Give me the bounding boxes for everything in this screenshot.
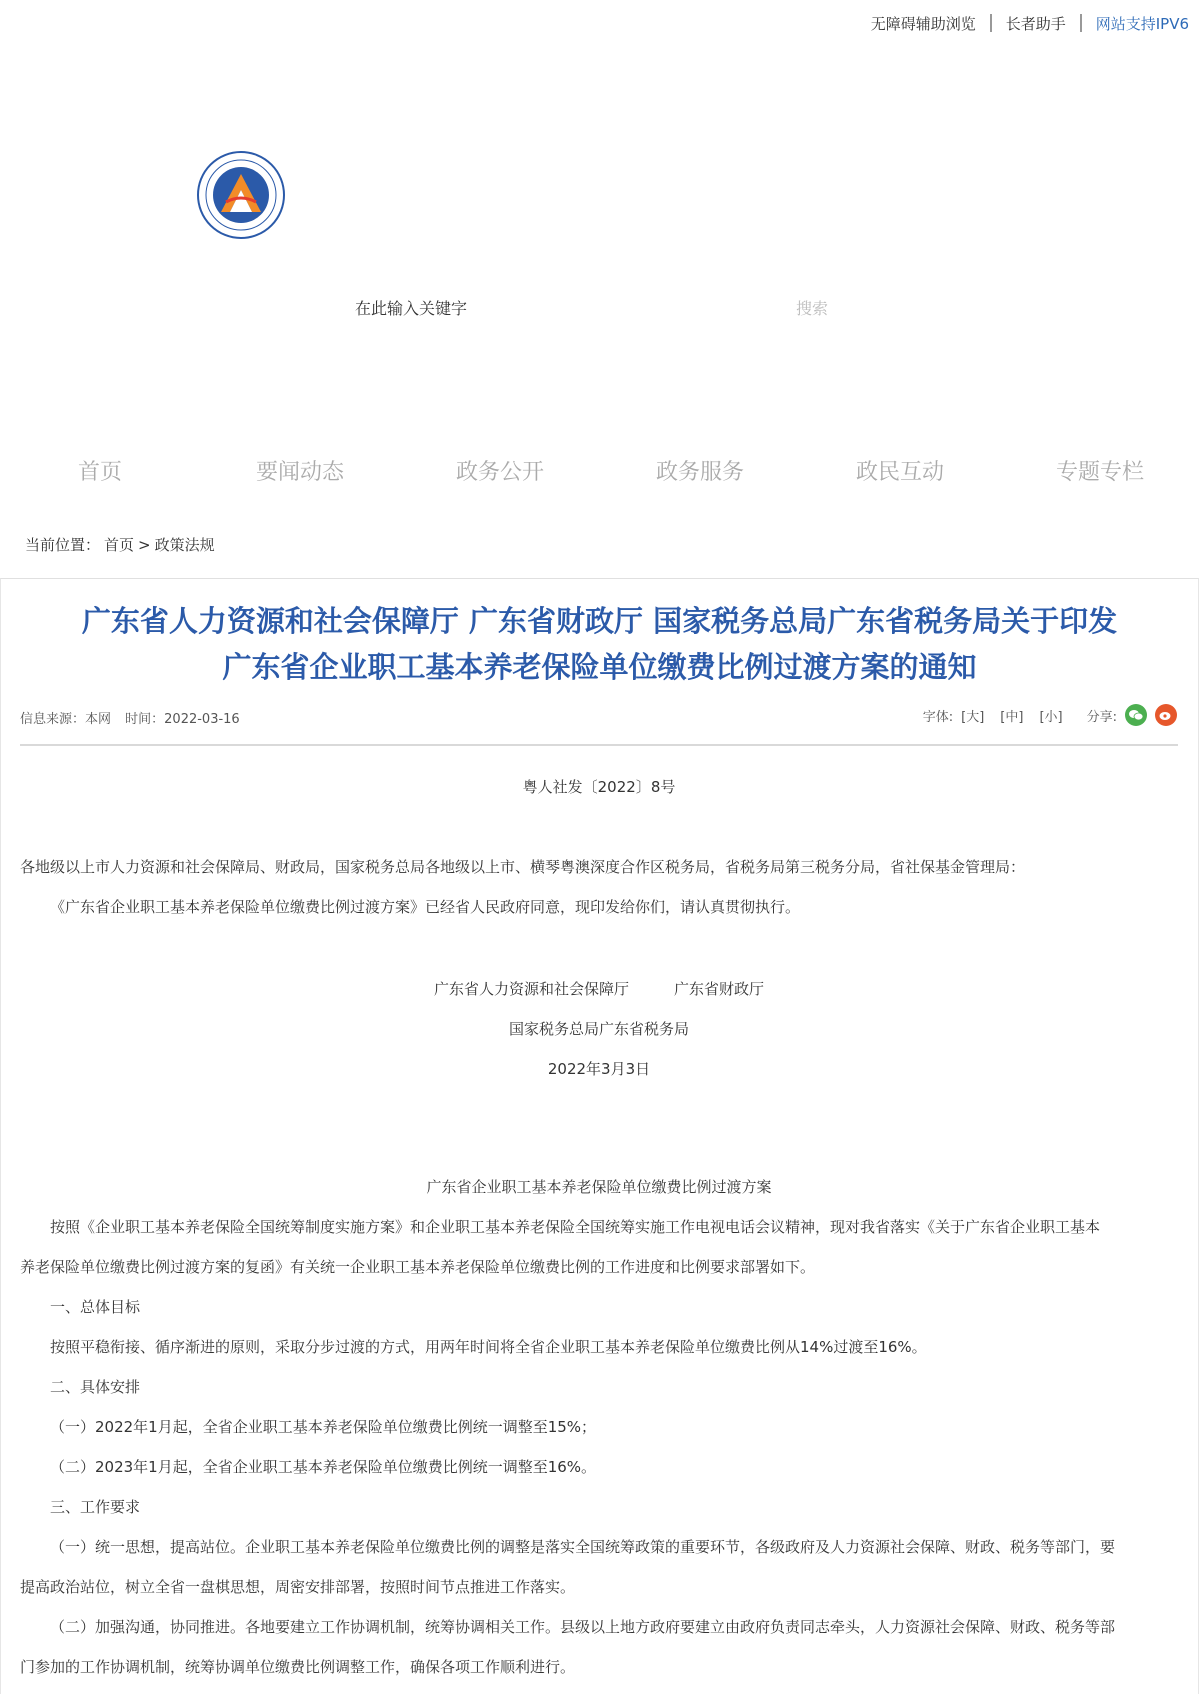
article-title-line2: 广东省企业职工基本养老保险单位缴费比例过渡方案的通知 — [222, 650, 977, 684]
plan-heading-3: 三、工作要求 — [50, 1498, 141, 1516]
wechat-icon[interactable] — [1125, 704, 1147, 726]
plan-para-1b: 养老保险单位缴费比例过渡方案的复函》有关统一企业职工基本养老保险单位缴费比例的工作进度和比例要求部署如下。 — [20, 1258, 816, 1276]
article-tools — [923, 704, 1177, 726]
font-size-label: 字体: — [922, 709, 954, 725]
font-medium-button[interactable]: [中] — [1000, 709, 1024, 725]
breadcrumb — [25, 534, 219, 555]
nav-home[interactable]: 首页 — [77, 460, 122, 485]
font-large-button[interactable]: [大] — [961, 709, 985, 725]
nav-news[interactable]: 要闻动态 — [255, 460, 344, 485]
ipv6-link[interactable]: 网站支持IPV6 — [1095, 14, 1189, 33]
search-input[interactable]: 在此输入关键字 — [355, 299, 468, 318]
font-small-button[interactable]: [小] — [1039, 709, 1063, 725]
plan-para-5b: 提高政治站位，树立全省一盘棋思想，周密安排部署，按照时间节点推进工作落实。 — [20, 1578, 576, 1596]
article-title-line1: 广东省人力资源和社会保障厅 广东省财政厅 国家税务总局广东省税务局关于印发 — [81, 604, 1118, 638]
title-divider — [20, 744, 1178, 746]
plan-para-5a: （一）统一思想，提高站位。企业职工基本养老保险单位缴费比例的调整是落实全国统筹政策的重要环节，各级政府及人力资源社会保障、财政、税务等部门，要 — [50, 1538, 1116, 1556]
site-logo[interactable] — [196, 150, 286, 240]
plan-para-1a: 按照《企业职工基本养老保险全国统筹制度实施方案》和企业职工基本养老保险全国统筹实施工作电视电话会议精神，现对我省落实《关于广东省企业职工基本 — [50, 1218, 1101, 1236]
nav-topics[interactable]: 专题专栏 — [1055, 460, 1144, 485]
plan-para-6a: （二）加强沟通，协同推进。各地要建立工作协调机制，统筹协调相关工作。县级以上地方政府要建立由政府负责同志牵头，人力资源社会保障、财政、税务等部 — [50, 1618, 1116, 1636]
plan-heading-1: 一、总体目标 — [50, 1298, 141, 1316]
nav-gov-affairs[interactable]: 政务公开 — [455, 460, 544, 485]
article-meta — [20, 708, 250, 727]
search-button[interactable]: 搜索 — [796, 299, 829, 318]
search-bar — [355, 296, 835, 322]
weibo-icon[interactable] — [1155, 704, 1177, 726]
accessibility-link[interactable]: 无障碍辅助浏览 — [870, 14, 976, 33]
plan-para-2: 按照平稳衔接、循序渐进的原则，采取分步过渡的方式，用两年时间将全省企业职工基本养老保险单位缴费比例从14%过渡至16%。 — [50, 1338, 927, 1356]
plan-title: 广东省企业职工基本养老保险单位缴费比例过渡方案 — [426, 1178, 772, 1196]
breadcrumb-current[interactable]: 政策法规 — [154, 536, 215, 554]
doc-number: 粤人社发〔2022〕8号 — [522, 778, 676, 796]
plan-para-4: （二）2023年1月起，全省企业职工基本养老保险单位缴费比例统一调整至16%。 — [50, 1458, 597, 1476]
nav-gov-services[interactable]: 政务服务 — [655, 460, 744, 485]
breadcrumb-home[interactable]: 首页 — [104, 536, 135, 554]
doc-signers-line2: 国家税务总局广东省税务局 — [508, 1020, 689, 1038]
main-nav — [0, 455, 1199, 495]
article-time: 时间：2022-03-16 — [125, 712, 240, 727]
emblem-icon — [196, 150, 286, 240]
elder-assistant-link[interactable]: 长者助手 — [1005, 14, 1066, 33]
nav-interaction[interactable]: 政民互动 — [855, 460, 944, 485]
divider — [1080, 14, 1082, 32]
share-label: 分享: — [1086, 709, 1117, 725]
plan-para-6b: 门参加的工作协调机制，统筹协调单位缴费比例调整工作，确保各项工作顺利进行。 — [20, 1658, 576, 1676]
doc-recipients: 各地级以上市人力资源和社会保障局、财政局，国家税务总局各地级以上市、横琴粤澳深度合作区税务局，省税务局第三税务分局，省社保基金管理局： — [20, 858, 1026, 876]
doc-intro: 《广东省企业职工基本养老保险单位缴费比例过渡方案》已经省人民政府同意，现印发给你们，请认真贯彻执行。 — [50, 898, 801, 916]
article-source: 信息来源：本网 — [20, 712, 112, 727]
breadcrumb-label: 当前位置： — [25, 536, 101, 554]
doc-date: 2022年3月3日 — [547, 1060, 651, 1078]
divider — [990, 14, 992, 32]
doc-signers-line1: 广东省人力资源和社会保障厅 广东省财政厅 — [433, 980, 764, 998]
plan-para-3: （一）2022年1月起，全省企业职工基本养老保险单位缴费比例统一调整至15%； — [50, 1418, 597, 1436]
plan-heading-2: 二、具体安排 — [50, 1378, 141, 1396]
top-utility-bar — [871, 10, 1189, 36]
breadcrumb-separator: > — [138, 536, 151, 554]
article-title — [0, 598, 1199, 690]
